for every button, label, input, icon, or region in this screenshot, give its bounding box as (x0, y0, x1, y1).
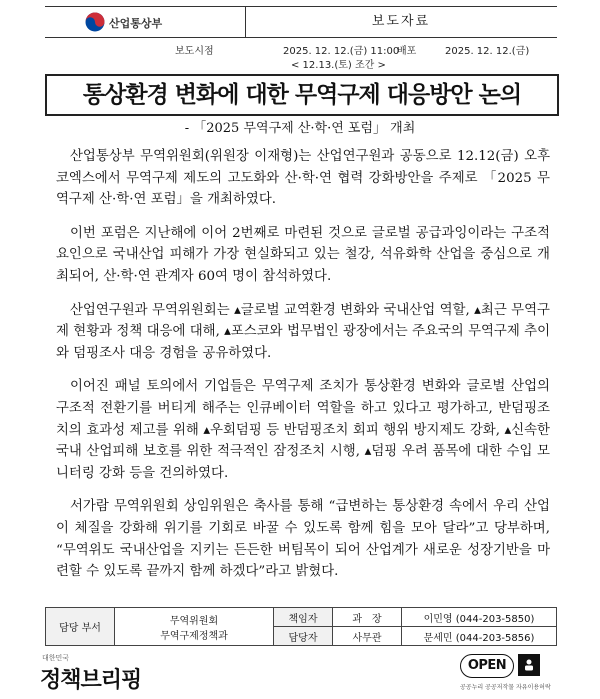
dept-line-2: 무역구제정책과 (160, 630, 228, 642)
paragraph: 이어진 패널 토의에서 기업들은 무역구제 조치가 통상환경 변화와 글로벌 산업의 구조적 전환기를 버티게 해주는 인큐베이터 역할을 하고 있다고 평가하고, 반덤핑조치의 효과성 제고를 위해 ▴우회덤핑 등 반덤핑조치 회피 행위 방지제도 강화, ▴신속한 국내 산업피해 보호를 위한 적극적인 잠정조치 시행, ▴덤핑 우려 품목에 대한 수입 모니터링 강화 등을 건의하였다. (56, 379, 550, 481)
table-row (46, 608, 557, 627)
paragraph: 이번 포럼은 지난해에 이어 2번째로 마련된 것으로 글로벌 공급과잉이라는 구조적 요인으로 국내산업 피해가 가장 현실화되고 있는 철강, 석유화학 산업을 중심으로 개최되어, 산·학·연 관계자 60여 명이 참석하였다. (56, 225, 550, 284)
release-time: 2025. 12. 12.(금) 11:00 (283, 46, 400, 57)
title-cell: 과 장 (333, 608, 402, 627)
role-cell: 책임자 (274, 608, 333, 627)
ministry-logo (45, 7, 246, 37)
ministry-name: 산업통상부 (109, 17, 163, 30)
kogl-open-license (460, 654, 560, 694)
press-release-label: 보도자료 (371, 14, 431, 29)
paragraph: 산업연구원과 무역위원회는 ▴글로벌 교역환경 변화와 국내산업 역할, ▴최근 무역구제 현황과 정책 대응에 대해, ▴포스코와 법무법인 광장에서는 주요국의 무역구제 추이와 덤핑조사 대응 경험을 공유하였다. (56, 302, 550, 361)
dept-label: 담당 부서 (46, 608, 115, 646)
article-body (56, 146, 550, 595)
briefing-small-text: 대한민국 (42, 654, 70, 662)
release-time-sub: < 12.13.(토) 조간 > (291, 60, 386, 71)
page-title: 통상환경 변화에 대한 무역구제 대응방안 논의 (45, 74, 559, 116)
attribution-icon (518, 654, 540, 676)
open-badge: OPEN (460, 654, 514, 678)
dept-name (115, 608, 274, 646)
briefing-logo-text: 정책브리핑 (40, 668, 142, 693)
person-cell: 문세민 (044-203-5856) (402, 627, 557, 646)
press-header (45, 6, 557, 38)
contact-table (45, 607, 557, 646)
release-info (45, 38, 557, 70)
paragraph: 서가람 무역위원회 상임위원은 축사를 통해 “급변하는 통상환경 속에서 우리 산업이 체질을 강화해 위기를 기회로 바꿀 수 있도록 함께 힘을 모아 달라”고 당부하며, “무역위도 국내산업을 지키는 든든한 버팀목이 되어 산업계가 새로운 성장기반을 마련할 수 있도록 끝까지 함께 하겠다”라고 밝혔다. (56, 499, 550, 580)
release-time-label: 보도시점 (175, 46, 214, 57)
dept-line-1: 무역위원회 (169, 615, 219, 627)
distribution-label: 배포 (397, 46, 417, 57)
person-cell: 이민영 (044-203-5850) (402, 608, 557, 627)
title-cell: 사무관 (333, 627, 402, 646)
page-subtitle: - 「2025 무역구제 산·학·연 포럼」 개최 (184, 121, 416, 136)
paragraph: 산업통상부 무역위원회(위원장 이재형)는 산업연구원과 공동으로 12.12(금) 오후 코엑스에서 무역구제 제도의 고도화와 산·학·연 협력 강화방안을 주제로 「2025 무역구제 산·학·연 포럼」을 개최하였다. (56, 149, 550, 208)
taegeuk-emblem-icon (85, 12, 105, 32)
policy-briefing-logo (40, 651, 200, 695)
role-cell: 담당자 (274, 627, 333, 646)
open-caption: 공공누리 공공저작물 자유이용허락 (460, 684, 551, 691)
distribution-date: 2025. 12. 12.(금) (445, 46, 530, 57)
